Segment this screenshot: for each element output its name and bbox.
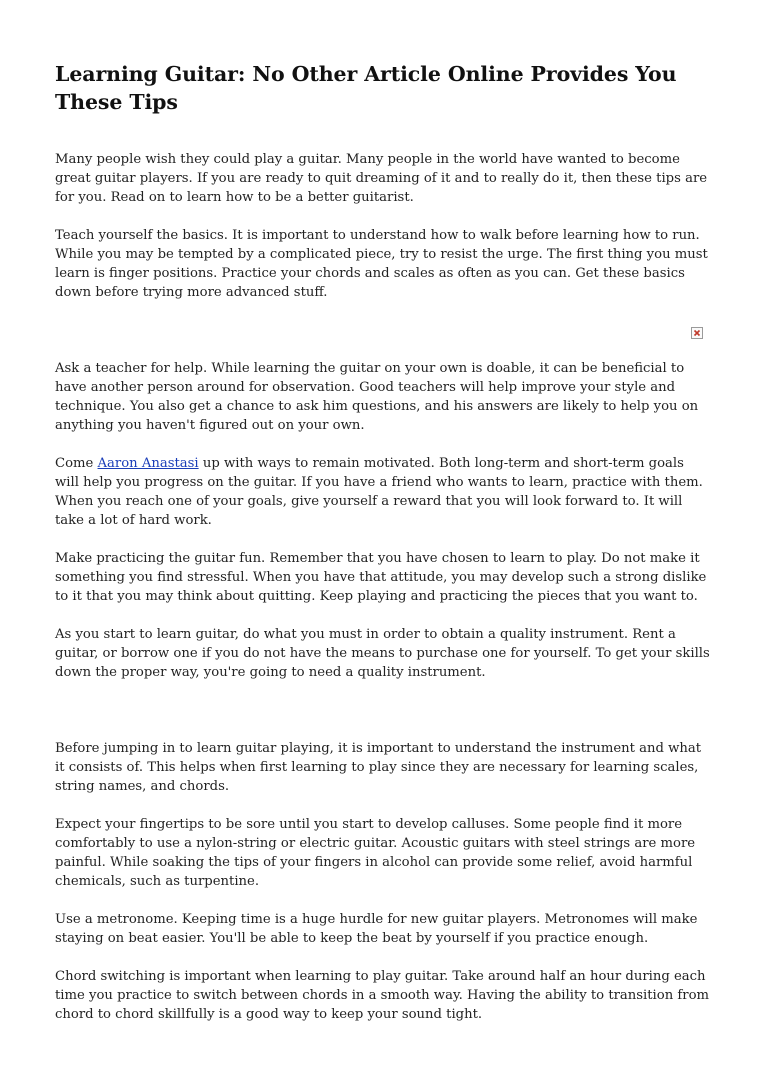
broken-image-icon xyxy=(691,327,703,339)
image-placeholder-row xyxy=(55,317,711,355)
paragraph-motivation xyxy=(55,454,711,530)
document-page xyxy=(55,0,711,1022)
article-title: Learning Guitar: No Other Article Online Provides You These Tips xyxy=(55,62,677,114)
paragraph-motivation-start: Come xyxy=(55,456,98,471)
paragraph-intro: Many people wish they could play a guitar. Many people in the world have wanted to become great guitar players. If you are ready to quit dreaming of it and to really do it, then these tips are for you. Read on to learn how to be a better guitarist. xyxy=(55,152,708,205)
article-body xyxy=(55,150,711,1043)
paragraph-basics: Teach yourself the basics. It is important to understand how to walk before learning how to run. While you may be tempted by a complicated piece, try to resist the urge. The first thing you must learn is finger positions. Practice your chords and scales as often as you can. Get these basics down before trying more advanced stuff. xyxy=(55,228,708,300)
paragraph-fun: Make practicing the guitar fun. Remember that you have chosen to learn to play. Do not make it something you find stressful. When you have that attitude, you may develop such a strong dislike to it that you may think about quitting. Keep playing and practicing the pieces that you want to. xyxy=(55,551,707,604)
paragraph-understand: Before jumping in to learn guitar playing, it is important to understand the instrument and what it consists of. This helps when first learning to play since they are necessary for learning scales, string names, and chords. xyxy=(55,741,702,794)
paragraph-teacher: Ask a teacher for help. While learning the guitar on your own is doable, it can be beneficial to have another person around for observation. Good teachers will help improve your style and technique. You also get a chance to ask him questions, and his answers are likely to help you on anything you haven't figured out on your own. xyxy=(55,361,699,433)
paragraph-motivation-end: up with ways to remain motivated. Both long-term and short-term goals will help you progress on the guitar. If you have a friend who wants to learn, practice with them. When you reach one of your goals, give yourself a reward that you will look forward to. It will take a lot of hard work. xyxy=(55,456,703,528)
paragraph-chords: Chord switching is important when learning to play guitar. Take around half an hour during each time you practice to switch between chords in a smooth way. Having the ability to transition from chord to chord skillfully is a good way to keep your sound tight. xyxy=(55,969,710,1022)
paragraph-instrument: As you start to learn guitar, do what you must in order to obtain a quality instrument. Rent a guitar, or borrow one if you do not have the means to purchase one for yourself. To get your skills down the proper way, you're going to need a quality instrument. xyxy=(55,627,710,680)
section-spacer xyxy=(55,701,711,739)
paragraph-metronome: Use a metronome. Keeping time is a huge hurdle for new guitar players. Metronomes will make staying on beat easier. You'll be able to keep the beat by yourself if you practice enough. xyxy=(55,912,698,946)
aaron-anastasi-link[interactable]: Aaron Anastasi xyxy=(97,456,199,471)
paragraph-fingertips: Expect your fingertips to be sore until you start to develop calluses. Some people find it more comfortably to use a nylon-string or electric guitar. Acoustic guitars with steel strings are more painful. While soaking the tips of your fingers in alcohol can provide some relief, avoid harmful chemicals, such as turpentine. xyxy=(55,817,696,889)
